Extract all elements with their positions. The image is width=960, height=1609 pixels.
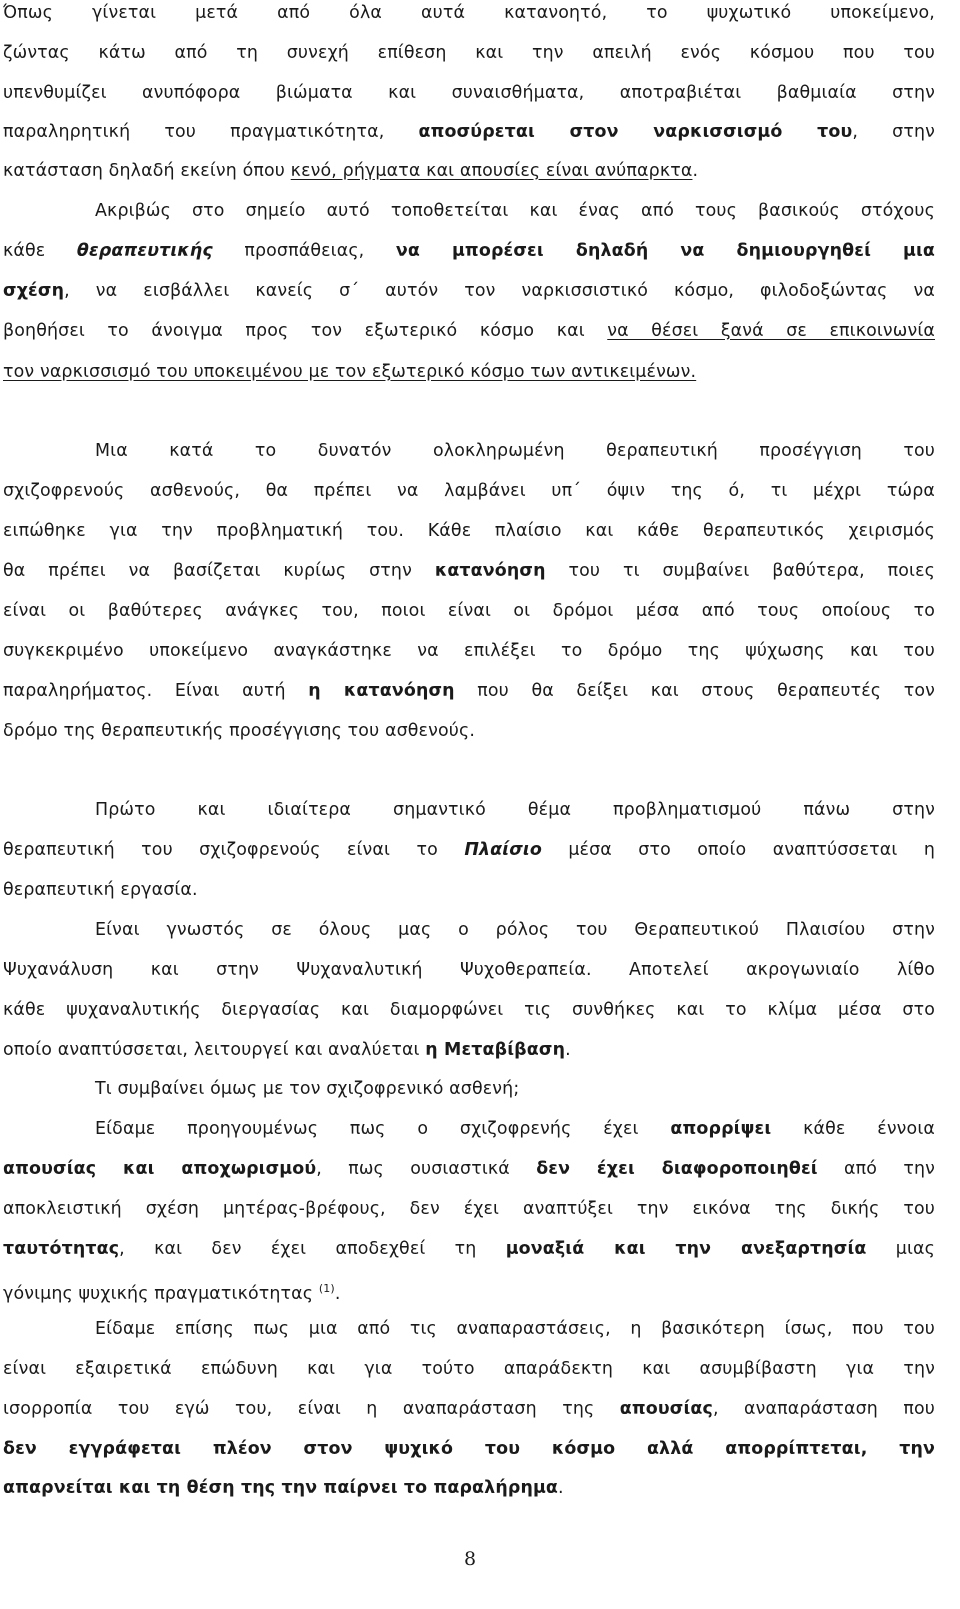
text-line (3, 42, 935, 64)
text-span: προσπάθειας, (212, 241, 396, 261)
text-span: κάθε (3, 241, 77, 261)
text-line (3, 82, 935, 104)
text-span: , να εισβάλλει κανείς σ΄ αυτόν τον ναρκισσιστικό κόσμο, φιλοδοξώντας να (64, 281, 935, 301)
bold-italic-phrase: Πλαίσιο (464, 840, 542, 860)
text-line (3, 1158, 935, 1180)
bold-phrase: η Μεταβίβαση (425, 1040, 566, 1060)
bold-phrase: ταυτότητας (3, 1239, 120, 1259)
text-span: κάθε έννοια (771, 1119, 935, 1139)
text-line (3, 879, 935, 901)
text-line (3, 1358, 935, 1380)
text-span: μιας (866, 1239, 935, 1259)
bold-phrase: απορρίψει (670, 1119, 772, 1139)
bold-phrase: η κατανόηση (308, 681, 455, 701)
text-span: θεραπευτική εργασία. (3, 880, 198, 900)
bold-phrase: μοναξιά και την ανεξαρτησία (505, 1239, 867, 1259)
text-span: υπενθυμίζει ανυπόφορα βιώματα και συναισθήματα, αποτραβιέται βαθμιαία στην (3, 83, 935, 103)
text-span: Είδαμε προηγουμένως πως ο σχιζοφρενής έχει (95, 1119, 671, 1139)
text-span: , και δεν έχει αποδεχθεί τη (119, 1239, 506, 1259)
text-span: παραληρήματος. Είναι αυτή (3, 681, 309, 701)
text-line (3, 280, 935, 302)
underlined-phrase: τον ναρκισσισμό του υποκειμένου με τον εξωτερικό κόσμο των αντικειμένων. (3, 362, 697, 382)
text-span: σχιζοφρενούς ασθενούς, θα πρέπει να λαμβάνει υπ΄ όψιν της ό, τι μέχρι τώρα (3, 481, 935, 501)
text-span: , στην (852, 122, 935, 142)
text-span: , πως ουσιαστικά (316, 1159, 537, 1179)
text-span: Είδαμε επίσης πως μια από τις αναπαραστάσεις, η βασικότερη ίσως, που του (95, 1319, 935, 1339)
text-span: από την (817, 1159, 935, 1179)
text-line (95, 1118, 935, 1140)
text-span: Όπως γίνεται μετά από όλα αυτά κατανοητό, το ψυχωτικό υποκείμενο, (3, 3, 935, 23)
text-span: . (565, 1040, 571, 1060)
page-number: 8 (463, 1548, 477, 1570)
text-span: κατάσταση δηλαδή εκείνη όπου (3, 161, 291, 181)
text-line (95, 440, 935, 462)
text-line (3, 1438, 935, 1460)
text-span: δρόμο της θεραπευτικής προσέγγισης του ασθενούς. (3, 721, 476, 741)
text-line (3, 1278, 935, 1305)
underlined-phrase: κενό, ρήγματα και απουσίες είναι ανύπαρκτα (290, 161, 693, 181)
text-line (3, 320, 935, 342)
text-line (95, 1318, 935, 1340)
text-span: Μια κατά το δυνατόν ολοκληρωμένη θεραπευτική προσέγγιση του (95, 441, 935, 461)
text-line (3, 121, 935, 143)
bold-phrase: δεν εγγράφεται πλέον στον ψυχικό του κόσμο αλλά απορρίπτεται, την (3, 1439, 935, 1459)
text-line (3, 959, 935, 981)
bold-phrase: απαρνείται και τη θέση της την παίρνει το παραλήρημα (3, 1478, 559, 1498)
text-line (3, 1398, 935, 1420)
text-line (3, 560, 935, 582)
text-span: οποίο αναπτύσσεται, λειτουργεί και αναλύεται (3, 1040, 426, 1060)
text-span: Είναι γνωστός σε όλους μας ο ρόλος του Θεραπευτικού Πλαισίου στην (95, 920, 935, 940)
underlined-phrase: να θέσει ξανά σε επικοινωνία (607, 321, 936, 341)
text-span: . (334, 1284, 341, 1304)
text-line (3, 361, 935, 383)
text-line (3, 640, 935, 662)
text-span: θα πρέπει να βασίζεται κυρίως στην (3, 561, 435, 581)
text-span: μέσα στο οποίο αναπτύσσεται η (541, 840, 935, 860)
text-span: . (558, 1478, 564, 1498)
text-span: ισορροπία του εγώ του, είναι η αναπαράσταση της (3, 1399, 620, 1419)
text-span: συγκεκριμένο υποκείμενο αναγκάστηκε να επιλέξει το δρόμο της ψύχωσης και του (3, 641, 935, 661)
text-line (3, 999, 935, 1021)
text-span: βοηθήσει το άνοιγμα προς τον εξωτερικό κόσμο και (3, 321, 608, 341)
text-line (3, 480, 935, 502)
text-span: που θα δείξει και στους θεραπευτές τον (454, 681, 935, 701)
text-span: είναι οι βαθύτερες ανάγκες του, ποιοι είναι οι δρόμοι μέσα από τους οποίους το (3, 601, 935, 621)
text-line (3, 1198, 935, 1220)
text-line (95, 799, 935, 821)
text-span: γόνιμης ψυχικής πραγματικότητας (3, 1284, 319, 1304)
text-line (3, 160, 935, 182)
text-line (3, 520, 935, 542)
text-line (95, 919, 935, 941)
bold-phrase: κατανόηση (434, 561, 546, 581)
bold-italic-phrase: θεραπευτικής (76, 241, 213, 261)
text-span: Ακριβώς στο σημείο αυτό τοποθετείται και ένας από τους βασικούς στόχους (95, 201, 935, 221)
text-line (3, 1477, 935, 1499)
bold-phrase: απουσίας και αποχωρισμού (3, 1159, 317, 1179)
text-line (95, 200, 935, 222)
footnote-marker: (1) (318, 1282, 335, 1295)
text-span: του τι συμβαίνει βαθύτερα, ποιες (545, 561, 935, 581)
text-line (95, 1078, 935, 1100)
text-line (3, 1039, 935, 1061)
text-span: Ψυχανάλυση και στην Ψυχαναλυτική Ψυχοθεραπεία. Αποτελεί ακρογωνιαίο λίθο (3, 960, 935, 980)
text-line (3, 680, 935, 702)
text-span: είναι εξαιρετικά επώδυνη και για τούτο απαράδεκτη και ασυμβίβαστη για την (3, 1359, 935, 1379)
text-span: αποκλειστική σχέση μητέρας-βρέφους, δεν έχει αναπτύξει την εικόνα της δικής του (3, 1199, 935, 1219)
text-span: κάθε ψυχαναλυτικής διεργασίας και διαμορφώνει τις συνθήκες και το κλίμα μέσα στο (3, 1000, 935, 1020)
text-line (3, 839, 935, 861)
text-line (3, 2, 935, 24)
text-span: ζώντας κάτω από τη συνεχή επίθεση και την απειλή ενός κόσμου που του (3, 43, 935, 63)
text-line (3, 1238, 935, 1260)
text-line (3, 720, 935, 742)
text-span: θεραπευτική του σχιζοφρενούς είναι το (3, 840, 465, 860)
text-span: Τι συμβαίνει όμως με τον σχιζοφρενικό ασθενή; (95, 1079, 520, 1099)
text-line (3, 600, 935, 622)
text-line (3, 240, 935, 262)
text-span: . (692, 161, 699, 181)
text-span: Πρώτο και ιδιαίτερα σημαντικό θέμα προβληματισμού πάνω στην (95, 800, 935, 820)
bold-phrase: σχέση (3, 281, 65, 301)
text-span: παραληρητική του πραγματικότητα, (3, 122, 419, 142)
bold-phrase: δεν έχει διαφοροποιηθεί (536, 1159, 818, 1179)
bold-phrase: αποσύρεται στον ναρκισσισμό του (418, 122, 853, 142)
text-span: , αναπαράσταση που (712, 1399, 935, 1419)
bold-phrase: να μπορέσει δηλαδή να δημιουργηθεί μια (395, 241, 935, 261)
text-span: ειπώθηκε για την προβληματική του. Κάθε πλαίσιο και κάθε θεραπευτικός χειρισμός (3, 521, 935, 541)
bold-phrase: απουσίας (619, 1399, 713, 1419)
